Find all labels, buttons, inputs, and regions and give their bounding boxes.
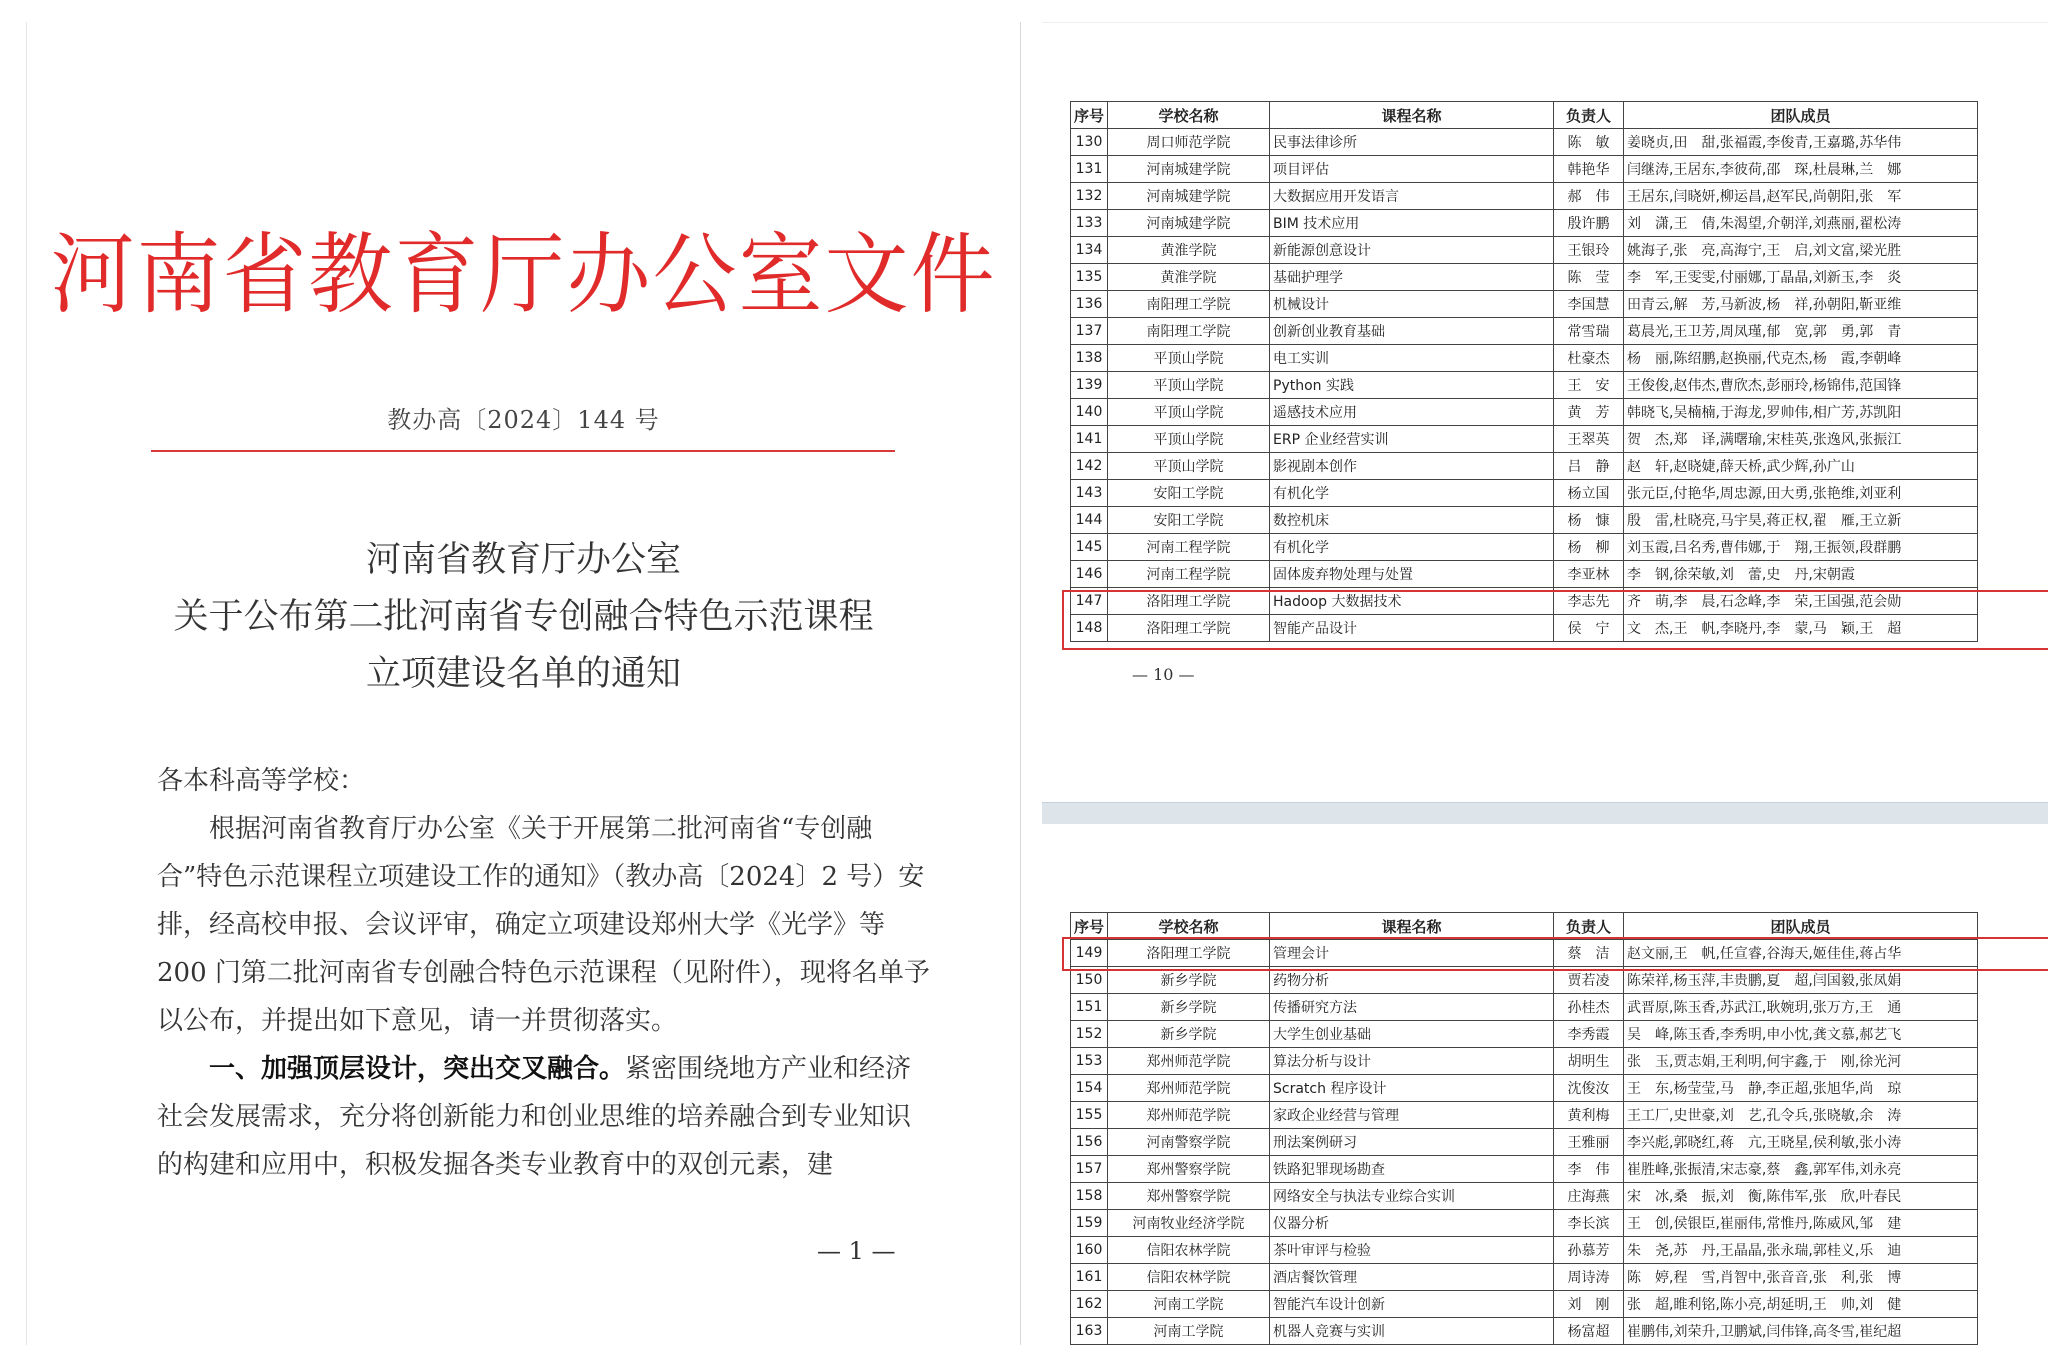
school-name: 平顶山学院 xyxy=(1108,372,1270,399)
course-lead: 陈 敏 xyxy=(1554,129,1624,156)
school-name: 新乡学院 xyxy=(1108,967,1270,994)
course-name: 新能源创意设计 xyxy=(1270,237,1554,264)
row-number: 132 xyxy=(1071,183,1108,210)
team-members: 宋 冰,桑 振,刘 衡,陈伟军,张 欣,叶春民 xyxy=(1624,1183,1978,1210)
course-name: 大数据应用开发语言 xyxy=(1270,183,1554,210)
course-lead: 郝 伟 xyxy=(1554,183,1624,210)
school-name: 河南工学院 xyxy=(1108,1318,1270,1345)
document-banner: 河南省教育厅办公室文件 xyxy=(50,222,997,326)
table-row xyxy=(1071,1075,1978,1102)
document-page-1 xyxy=(26,22,1021,1345)
course-name: 智能产品设计 xyxy=(1270,615,1554,642)
team-members: 文 杰,王 帆,李晓丹,李 蒙,马 颖,王 超 xyxy=(1624,615,1978,642)
school-name: 新乡学院 xyxy=(1108,994,1270,1021)
course-lead: 孙慕芳 xyxy=(1554,1237,1624,1264)
team-members: 闫继涛,王居东,李彼荷,邵 琛,杜晨琳,兰 娜 xyxy=(1624,156,1978,183)
team-members: 武晋原,陈玉香,苏武江,耿婉玥,张万方,王 通 xyxy=(1624,994,1978,1021)
row-number: 152 xyxy=(1071,1021,1108,1048)
course-name: 大学生创业基础 xyxy=(1270,1021,1554,1048)
course-lead: 孙桂杰 xyxy=(1554,994,1624,1021)
school-name: 安阳工学院 xyxy=(1108,480,1270,507)
school-name: 新乡学院 xyxy=(1108,1021,1270,1048)
course-name: 影视剧本创作 xyxy=(1270,453,1554,480)
highlight-box-149 xyxy=(1062,937,2048,971)
course-name: 民事法律诊所 xyxy=(1270,129,1554,156)
school-name: 南阳理工学院 xyxy=(1108,318,1270,345)
salutation: 各本科高等学校： xyxy=(157,766,366,796)
team-members: 陈 婷,程 雪,肖智中,张音音,张 利,张 博 xyxy=(1624,1264,1978,1291)
team-members: 王 东,杨莹莹,马 静,李正超,张旭华,尚 琼 xyxy=(1624,1075,1978,1102)
team-members: 王工厂,史世豪,刘 艺,孔令兵,张晓敏,余 涛 xyxy=(1624,1102,1978,1129)
school-name: 郑州警察学院 xyxy=(1108,1156,1270,1183)
paragraph-2-text: 紧密围绕地方产业和经济社会发展需求，充分将创新能力和创业思维的培养融合到专业知识的构建和应用中，积极发掘各类专业教育中的双创元素，建 xyxy=(157,1054,912,1180)
course-lead: 常雪瑞 xyxy=(1554,318,1624,345)
course-lead: 侯 宁 xyxy=(1554,615,1624,642)
team-members: 刘 潇,王 倩,朱渴望,介朝洋,刘燕丽,翟松涛 xyxy=(1624,210,1978,237)
course-name: Python 实践 xyxy=(1270,372,1554,399)
table-row xyxy=(1071,1156,1978,1183)
school-name: 郑州师范学院 xyxy=(1108,1048,1270,1075)
table-row xyxy=(1071,183,1978,210)
course-name: 智能汽车设计创新 xyxy=(1270,1291,1554,1318)
page-separator xyxy=(1042,802,2048,825)
course-lead: 王翠英 xyxy=(1554,426,1624,453)
course-lead: 黄 芳 xyxy=(1554,399,1624,426)
row-number: 149 xyxy=(1071,940,1108,967)
school-name: 平顶山学院 xyxy=(1108,453,1270,480)
school-name: 河南牧业经济学院 xyxy=(1108,1210,1270,1237)
table-row xyxy=(1071,1318,1978,1345)
team-members: 吴 峰,陈玉香,李秀明,申小忱,龚文慕,郝艺飞 xyxy=(1624,1021,1978,1048)
course-name: 机器人竞赛与实训 xyxy=(1270,1318,1554,1345)
course-name: 基础护理学 xyxy=(1270,264,1554,291)
row-number: 142 xyxy=(1071,453,1108,480)
course-lead: 韩艳华 xyxy=(1554,156,1624,183)
table-header-row xyxy=(1071,913,1978,940)
row-number: 154 xyxy=(1071,1075,1108,1102)
team-members: 崔鹏伟,刘荣升,卫鹏斌,闫伟锋,高冬雪,崔纪超 xyxy=(1624,1318,1978,1345)
table-row xyxy=(1071,534,1978,561)
table-row xyxy=(1071,1102,1978,1129)
course-lead: 贾若凌 xyxy=(1554,967,1624,994)
school-name: 郑州师范学院 xyxy=(1108,1102,1270,1129)
course-name: 电工实训 xyxy=(1270,345,1554,372)
course-name: BIM 技术应用 xyxy=(1270,210,1554,237)
table-row xyxy=(1071,1264,1978,1291)
table-row xyxy=(1071,372,1978,399)
course-lead: 庄海燕 xyxy=(1554,1183,1624,1210)
course-lead: 杜豪杰 xyxy=(1554,345,1624,372)
course-name: 有机化学 xyxy=(1270,480,1554,507)
table-row xyxy=(1071,264,1978,291)
course-lead: 李亚林 xyxy=(1554,561,1624,588)
notice-title xyxy=(27,532,1020,703)
team-members: 李 钢,徐荣敏,刘 蕾,史 丹,宋朝霞 xyxy=(1624,561,1978,588)
table-row xyxy=(1071,507,1978,534)
team-members: 王 创,侯银臣,崔丽伟,常惟丹,陈威风,邹 建 xyxy=(1624,1210,1978,1237)
school-name: 河南城建学院 xyxy=(1108,210,1270,237)
course-name: 项目评估 xyxy=(1270,156,1554,183)
row-number: 163 xyxy=(1071,1318,1108,1345)
table-row xyxy=(1071,129,1978,156)
course-lead: 李长滨 xyxy=(1554,1210,1624,1237)
row-number: 156 xyxy=(1071,1129,1108,1156)
team-members: 贺 杰,郑 译,满曙瑜,宋桂英,张逸风,张振江 xyxy=(1624,426,1978,453)
course-lead: 蔡 洁 xyxy=(1554,940,1624,967)
row-number: 158 xyxy=(1071,1183,1108,1210)
course-name: 家政企业经营与管理 xyxy=(1270,1102,1554,1129)
school-name: 平顶山学院 xyxy=(1108,399,1270,426)
team-members: 刘玉霞,吕名秀,曹伟娜,于 翔,王振领,段群鹏 xyxy=(1624,534,1978,561)
team-members: 王居东,闫晓妍,柳运昌,赵军民,尚朝阳,张 军 xyxy=(1624,183,1978,210)
highlight-box-147-148 xyxy=(1062,590,2048,650)
course-name: 传播研究方法 xyxy=(1270,994,1554,1021)
course-lead: 杨立国 xyxy=(1554,480,1624,507)
paragraph-2 xyxy=(157,1045,931,1189)
course-lead: 胡明生 xyxy=(1554,1048,1624,1075)
course-name: 网络安全与执法专业综合实训 xyxy=(1270,1183,1554,1210)
team-members: 张 超,睢利铭,陈小亮,胡延明,王 帅,刘 健 xyxy=(1624,1291,1978,1318)
school-name: 河南城建学院 xyxy=(1108,183,1270,210)
row-number: 157 xyxy=(1071,1156,1108,1183)
team-members: 殷 雷,杜晓亮,马宇昊,蒋正权,翟 雁,王立新 xyxy=(1624,507,1978,534)
table-row xyxy=(1071,994,1978,1021)
team-members: 韩晓飞,吴楠楠,于海龙,罗帅伟,相广芳,苏凯阳 xyxy=(1624,399,1978,426)
team-members: 张 玉,贾志娟,王利明,何宇鑫,于 刚,徐光河 xyxy=(1624,1048,1978,1075)
table-row xyxy=(1071,399,1978,426)
school-name: 黄淮学院 xyxy=(1108,264,1270,291)
table-row xyxy=(1071,453,1978,480)
team-members: 王俊俊,赵伟杰,曹欣杰,彭丽玲,杨锦伟,范国锋 xyxy=(1624,372,1978,399)
table-header-row xyxy=(1071,102,1978,129)
course-name: Hadoop 大数据技术 xyxy=(1270,588,1554,615)
school-name: 洛阳理工学院 xyxy=(1108,940,1270,967)
team-members: 姚海子,张 亮,高海宁,王 启,刘文富,梁光胜 xyxy=(1624,237,1978,264)
row-number: 151 xyxy=(1071,994,1108,1021)
course-name: 铁路犯罪现场勘查 xyxy=(1270,1156,1554,1183)
column-header: 学校名称 xyxy=(1108,102,1270,129)
school-name: 河南工程学院 xyxy=(1108,534,1270,561)
table-row xyxy=(1071,345,1978,372)
school-name: 河南工程学院 xyxy=(1108,561,1270,588)
title-line-2: 关于公布第二批河南省专创融合特色示范课程 xyxy=(173,597,874,637)
column-header: 序号 xyxy=(1071,913,1108,940)
team-members: 赵文丽,王 帆,任宣睿,谷海天,姬佳佳,蒋占华 xyxy=(1624,940,1978,967)
course-lead: 李志先 xyxy=(1554,588,1624,615)
table-row xyxy=(1071,1021,1978,1048)
row-number: 148 xyxy=(1071,615,1108,642)
document-page-11 xyxy=(1042,824,2048,1365)
page-number-10: — 10 — xyxy=(1132,665,1195,684)
course-name: 仪器分析 xyxy=(1270,1210,1554,1237)
table-row xyxy=(1071,1237,1978,1264)
row-number: 144 xyxy=(1071,507,1108,534)
school-name: 河南工学院 xyxy=(1108,1291,1270,1318)
course-table-bottom xyxy=(1070,912,1978,1345)
notice-body xyxy=(157,757,931,1189)
course-name: 酒店餐饮管理 xyxy=(1270,1264,1554,1291)
course-lead: 李秀霞 xyxy=(1554,1021,1624,1048)
column-header: 团队成员 xyxy=(1624,913,1978,940)
course-lead: 杨 柳 xyxy=(1554,534,1624,561)
table-body-top xyxy=(1071,129,1978,642)
team-members: 杨 丽,陈绍鹏,赵换丽,代克杰,杨 霞,李朝峰 xyxy=(1624,345,1978,372)
row-number: 135 xyxy=(1071,264,1108,291)
table-row xyxy=(1071,1210,1978,1237)
course-name: 有机化学 xyxy=(1270,534,1554,561)
school-name: 信阳农林学院 xyxy=(1108,1237,1270,1264)
table-row xyxy=(1071,1129,1978,1156)
row-number: 159 xyxy=(1071,1210,1108,1237)
column-header: 课程名称 xyxy=(1270,102,1554,129)
table-row xyxy=(1071,1291,1978,1318)
table-row xyxy=(1071,318,1978,345)
course-lead: 殷许鹏 xyxy=(1554,210,1624,237)
team-members: 李 军,王雯雯,付丽娜,丁晶晶,刘新玉,李 炎 xyxy=(1624,264,1978,291)
school-name: 河南警察学院 xyxy=(1108,1129,1270,1156)
row-number: 145 xyxy=(1071,534,1108,561)
title-line-3: 立项建设名单的通知 xyxy=(365,654,681,694)
course-lead: 黄利梅 xyxy=(1554,1102,1624,1129)
course-name: 数控机床 xyxy=(1270,507,1554,534)
table-row xyxy=(1071,426,1978,453)
row-number: 140 xyxy=(1071,399,1108,426)
row-number: 130 xyxy=(1071,129,1108,156)
column-header: 负责人 xyxy=(1554,913,1624,940)
course-lead: 杨富超 xyxy=(1554,1318,1624,1345)
row-number: 147 xyxy=(1071,588,1108,615)
course-name: ERP 企业经营实训 xyxy=(1270,426,1554,453)
course-lead: 周诗涛 xyxy=(1554,1264,1624,1291)
row-number: 143 xyxy=(1071,480,1108,507)
document-number: 教办高〔2024〕144 号 xyxy=(387,406,660,434)
school-name: 平顶山学院 xyxy=(1108,426,1270,453)
red-divider xyxy=(151,450,895,452)
school-name: 南阳理工学院 xyxy=(1108,291,1270,318)
row-number: 138 xyxy=(1071,345,1108,372)
section-heading: 一、加强顶层设计，突出交叉融合。 xyxy=(209,1054,626,1084)
row-number: 136 xyxy=(1071,291,1108,318)
row-number: 153 xyxy=(1071,1048,1108,1075)
row-number: 160 xyxy=(1071,1237,1108,1264)
row-number: 162 xyxy=(1071,1291,1108,1318)
school-name: 信阳农林学院 xyxy=(1108,1264,1270,1291)
row-number: 131 xyxy=(1071,156,1108,183)
school-name: 平顶山学院 xyxy=(1108,345,1270,372)
course-name: 创新创业教育基础 xyxy=(1270,318,1554,345)
column-header: 课程名称 xyxy=(1270,913,1554,940)
row-number: 146 xyxy=(1071,561,1108,588)
course-name: 遥感技术应用 xyxy=(1270,399,1554,426)
title-line-1: 河南省教育厅办公室 xyxy=(365,540,681,580)
team-members: 齐 萌,李 晨,石念峰,李 荣,王国强,范会勋 xyxy=(1624,588,1978,615)
team-members: 赵 轩,赵晓婕,薛天桥,武少辉,孙广山 xyxy=(1624,453,1978,480)
team-members: 李兴彪,郭晓红,蒋 亢,王晓星,侯利敏,张小涛 xyxy=(1624,1129,1978,1156)
team-members: 朱 尧,苏 丹,王晶晶,张永瑞,郭桂义,乐 迪 xyxy=(1624,1237,1978,1264)
course-lead: 杨 慷 xyxy=(1554,507,1624,534)
course-name: 机械设计 xyxy=(1270,291,1554,318)
course-table-top xyxy=(1070,101,1978,642)
table-row xyxy=(1071,237,1978,264)
team-members: 田青云,解 芳,马新波,杨 祥,孙朝阳,靳亚维 xyxy=(1624,291,1978,318)
course-lead: 王雅丽 xyxy=(1554,1129,1624,1156)
table-body-bottom xyxy=(1071,940,1978,1345)
course-lead: 李 伟 xyxy=(1554,1156,1624,1183)
course-lead: 李国慧 xyxy=(1554,291,1624,318)
table-row xyxy=(1071,1048,1978,1075)
course-name: Scratch 程序设计 xyxy=(1270,1075,1554,1102)
column-header: 序号 xyxy=(1071,102,1108,129)
table-row xyxy=(1071,291,1978,318)
course-name: 算法分析与设计 xyxy=(1270,1048,1554,1075)
course-name: 管理会计 xyxy=(1270,940,1554,967)
course-name: 茶叶审评与检验 xyxy=(1270,1237,1554,1264)
table-row xyxy=(1071,210,1978,237)
table-row xyxy=(1071,561,1978,588)
school-name: 安阳工学院 xyxy=(1108,507,1270,534)
school-name: 洛阳理工学院 xyxy=(1108,588,1270,615)
row-number: 161 xyxy=(1071,1264,1108,1291)
paragraph-1: 根据河南省教育厅办公室《关于开展第二批河南省“专创融合”特色示范课程立项建设工作的通知》（教办高〔2024〕2 号）安排，经高校申报、会议评审，确定立项建设郑州大学《光学》等 200 门第二批河南省专创融合特色示范课程（见附件），现将名单予以公布，并提出如下意见，请一并贯彻落实。 xyxy=(157,814,930,1036)
school-name: 周口师范学院 xyxy=(1108,129,1270,156)
course-lead: 王银玲 xyxy=(1554,237,1624,264)
course-lead: 陈 莹 xyxy=(1554,264,1624,291)
table-row xyxy=(1071,1183,1978,1210)
school-name: 河南城建学院 xyxy=(1108,156,1270,183)
school-name: 郑州师范学院 xyxy=(1108,1075,1270,1102)
course-lead: 吕 静 xyxy=(1554,453,1624,480)
column-header: 学校名称 xyxy=(1108,913,1270,940)
table-row xyxy=(1071,480,1978,507)
table-row xyxy=(1071,156,1978,183)
course-name: 药物分析 xyxy=(1270,967,1554,994)
row-number: 155 xyxy=(1071,1102,1108,1129)
column-header: 团队成员 xyxy=(1624,102,1978,129)
document-page-10 xyxy=(1042,22,2048,803)
row-number: 133 xyxy=(1071,210,1108,237)
course-name: 刑法案例研习 xyxy=(1270,1129,1554,1156)
column-header: 负责人 xyxy=(1554,102,1624,129)
row-number: 150 xyxy=(1071,967,1108,994)
team-members: 张元臣,付艳华,周忠源,田大勇,张艳维,刘亚利 xyxy=(1624,480,1978,507)
page-number: — 1 — xyxy=(817,1237,896,1265)
row-number: 137 xyxy=(1071,318,1108,345)
course-lead: 王 安 xyxy=(1554,372,1624,399)
team-members: 姜晓贞,田 甜,张福霞,李俊青,王嘉璐,苏华伟 xyxy=(1624,129,1978,156)
school-name: 黄淮学院 xyxy=(1108,237,1270,264)
team-members: 崔胜峰,张振清,宋志豪,蔡 鑫,郭军伟,刘永亮 xyxy=(1624,1156,1978,1183)
team-members: 葛晨光,王卫芳,周凤瑾,郁 宽,郭 勇,郭 青 xyxy=(1624,318,1978,345)
course-lead: 刘 刚 xyxy=(1554,1291,1624,1318)
course-lead: 沈俊汝 xyxy=(1554,1075,1624,1102)
school-name: 洛阳理工学院 xyxy=(1108,615,1270,642)
team-members: 陈荣祥,杨玉萍,丰贵鹏,夏 超,闫国毅,张凤娟 xyxy=(1624,967,1978,994)
row-number: 134 xyxy=(1071,237,1108,264)
row-number: 141 xyxy=(1071,426,1108,453)
row-number: 139 xyxy=(1071,372,1108,399)
school-name: 郑州警察学院 xyxy=(1108,1183,1270,1210)
course-name: 固体废弃物处理与处置 xyxy=(1270,561,1554,588)
